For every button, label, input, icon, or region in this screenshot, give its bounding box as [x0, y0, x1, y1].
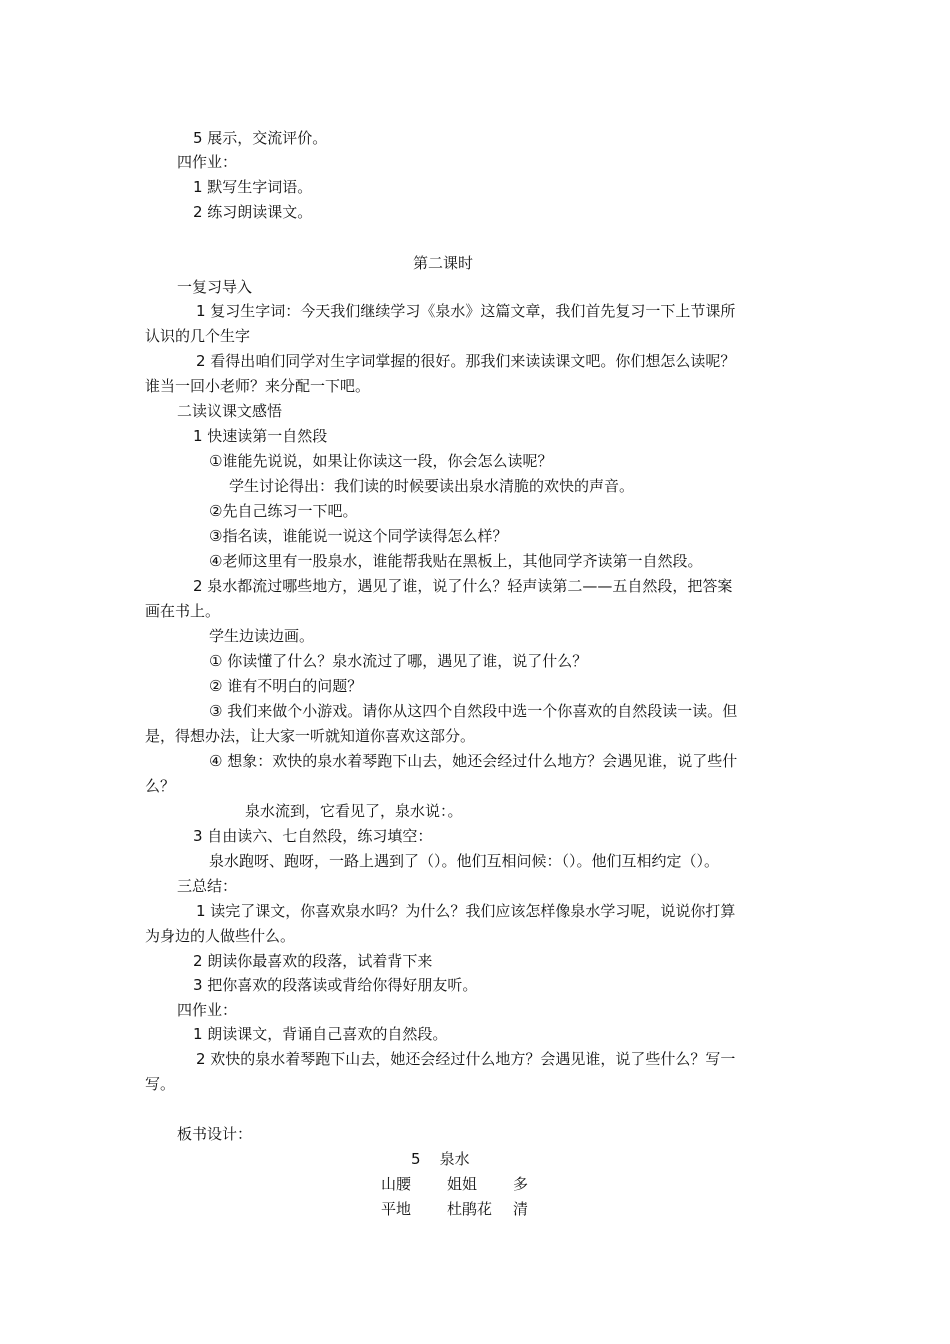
board-cell: 杜鹃花 [447, 1200, 493, 1218]
text-line: 2 朗读你最喜欢的段落，试着背下来 [193, 952, 433, 970]
text-line: 1 复习生字词：今天我们继续学习《泉水》这篇文章，我们首先复习一下上节课所 [196, 302, 736, 320]
text-line: 2 欢快的泉水着琴跑下山去，她还会经过什么地方？会遇见谁，说了些什么？写一 [196, 1050, 736, 1068]
text-line: 2 泉水都流过哪些地方，遇见了谁，说了什么？轻声读第二——五自然段，把答案 [193, 577, 733, 595]
text-line: 泉水流到，它看见了，泉水说：。 [245, 802, 463, 820]
text-line: 2 练习朗读课文。 [193, 203, 313, 221]
text-line: 画在书上。 [145, 602, 221, 620]
text-line: 1 读完了课文，你喜欢泉水吗？为什么？我们应该怎样像泉水学习呢，说说你打算 [196, 902, 736, 920]
lesson-title: 第二课时 [413, 254, 474, 272]
text-line: 学生边读边画。 [209, 627, 315, 645]
text-line: 是，得想办法，让大家一听就知道你喜欢这部分。 [145, 727, 476, 745]
section-heading: 一复习导入 [177, 278, 253, 296]
text-line: 写。 [145, 1075, 176, 1093]
text-line: ③指名读，谁能说一说这个同学读得怎么样？ [209, 527, 508, 545]
board-cell: 多 [513, 1175, 529, 1193]
text-line: 1 朗读课文，背诵自己喜欢的自然段。 [193, 1025, 448, 1043]
text-line: 么？ [145, 777, 176, 795]
text-line: ①谁能先说说，如果让你读这一段，你会怎么读呢？ [209, 452, 553, 470]
text-line: 2 看得出咱们同学对生字词掌握的很好。那我们来读读课文吧。你们想怎么读呢？ [196, 352, 736, 370]
board-title: 5 泉水 [411, 1150, 470, 1168]
text-line: 1 默写生字词语。 [193, 178, 313, 196]
text-line: 3 自由读六、七自然段，练习填空： [193, 827, 433, 845]
text-line: 为身边的人做些什么。 [145, 927, 296, 945]
section-heading: 三总结： [177, 877, 238, 895]
board-cell: 山腰 [381, 1175, 412, 1193]
text-line: 谁当一回小老师？来分配一下吧。 [145, 377, 371, 395]
text-line: 学生讨论得出：我们读的时候要读出泉水清脆的欢快的声音。 [229, 477, 635, 495]
section-heading: 二读议课文感悟 [177, 402, 283, 420]
text-line: 3 把你喜欢的段落读或背给你得好朋友听。 [193, 976, 478, 994]
text-line: ② 谁有不明白的问题？ [209, 677, 363, 695]
board-design-label: 板书设计： [177, 1125, 253, 1143]
board-cell: 清 [513, 1200, 529, 1218]
text-line: 5 展示，交流评价。 [193, 129, 328, 147]
section-heading: 四作业： [177, 1001, 238, 1019]
text-line: ③ 我们来做个小游戏。请你从这四个自然段中选一个你喜欢的自然段读一读。但 [209, 702, 738, 720]
section-heading: 四作业： [177, 153, 238, 171]
text-line: ④老师这里有一股泉水，谁能帮我贴在黑板上，其他同学齐读第一自然段。 [209, 552, 703, 570]
text-line: ④ 想象：欢快的泉水着琴跑下山去，她还会经过什么地方？会遇见谁，说了些什 [209, 752, 738, 770]
text-line: 泉水跑呀、跑呀，一路上遇到了（）。他们互相问候：（）。他们互相约定（）。 [209, 852, 720, 870]
text-line: 1 快速读第一自然段 [193, 427, 328, 445]
text-line: ②先自己练习一下吧。 [209, 502, 358, 520]
text-line: ① 你读懂了什么？泉水流过了哪，遇见了谁，说了什么？ [209, 652, 588, 670]
board-cell: 平地 [381, 1200, 412, 1218]
board-cell: 姐姐 [447, 1175, 478, 1193]
text-line: 认识的几个生字 [145, 327, 251, 345]
